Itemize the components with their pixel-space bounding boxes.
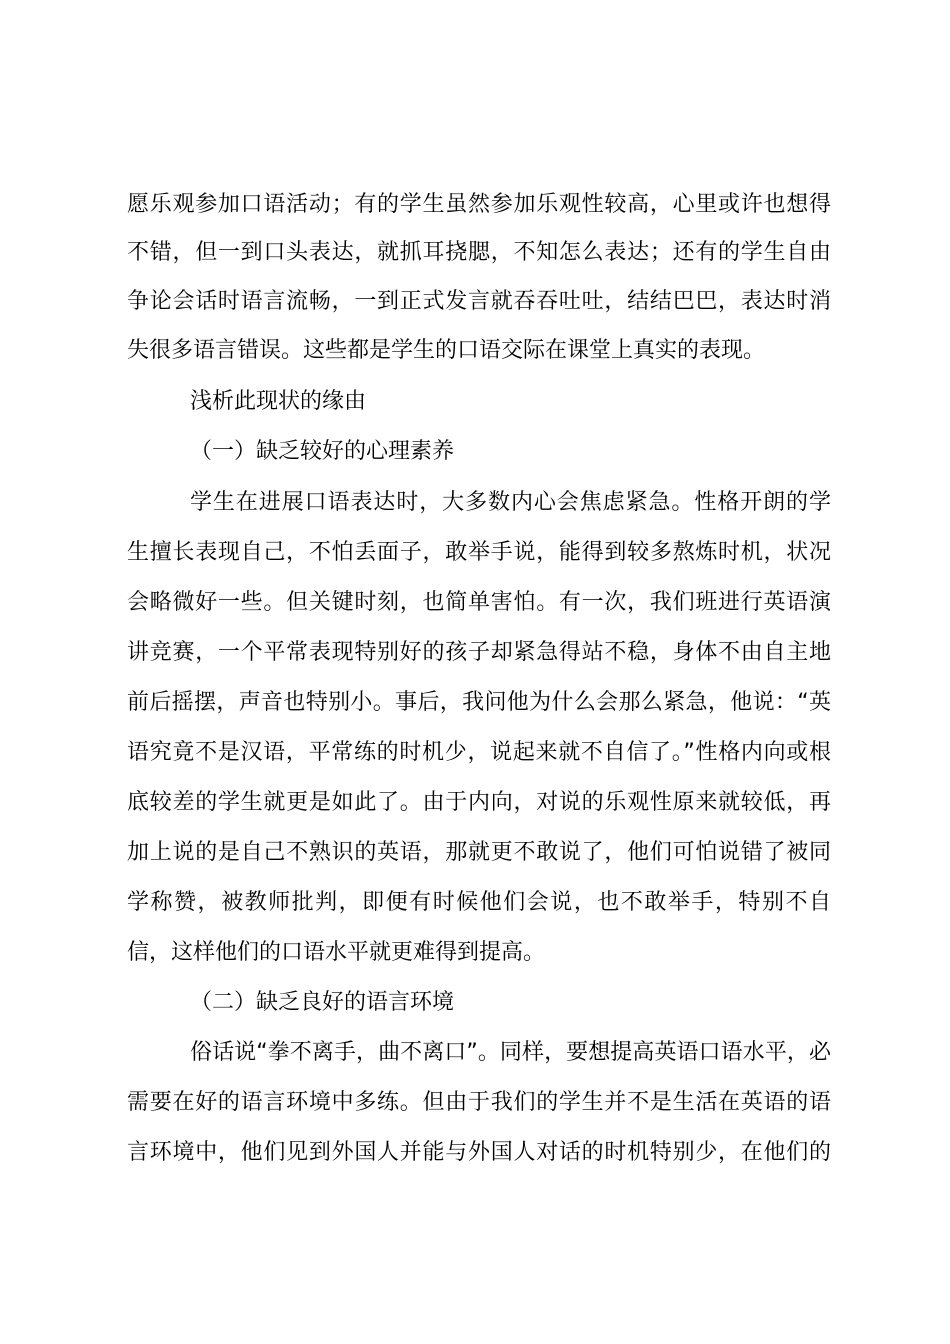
paragraph-3-line-3: 言环境中，他们见到外国人并能与外国人对话的时机特别少，在他们的: [127, 1140, 831, 1165]
paragraph-1-line-2: 不错，但一到口头表达，就抓耳挠腮，不知怎么表达；还有的学生自由: [127, 240, 831, 265]
paragraph-1-line-3: 争论会话时语言流畅，一到正式发言就吞吞吐吐，结结巴巴，表达时消: [127, 289, 831, 314]
section-heading: 浅析此现状的缘由: [190, 389, 367, 414]
paragraph-1-line-1: 愿乐观参加口语活动；有的学生虽然参加乐观性较高，心里或许也想得: [127, 192, 831, 217]
paragraph-2-line-10: 信，这样他们的口语水平就更难得到提高。: [127, 940, 546, 965]
paragraph-3-line-1: 俗话说“拳不离手，曲不离口”。同样，要想提高英语口语水平，必: [190, 1040, 831, 1065]
paragraph-2-line-1: 学生在进展口语表达时，大多数内心会焦虑紧急。性格开朗的学: [190, 490, 831, 515]
paragraph-1-line-4: 失很多语言错误。这些都是学生的口语交际在课堂上真实的表现。: [127, 338, 766, 363]
paragraph-2-line-4: 讲竞赛，一个平常表现特别好的孩子却紧急得站不稳，身体不由自主地: [127, 640, 831, 665]
subheading-2: （二）缺乏良好的语言环境: [190, 990, 455, 1015]
paragraph-2-line-3: 会略微好一些。但关键时刻，也简单害怕。有一次，我们班进行英语演: [127, 590, 831, 615]
paragraph-2-line-7: 底较差的学生就更是如此了。由于内向，对说的乐观性原来就较低，再: [127, 790, 831, 815]
paragraph-2-line-2: 生擅长表现自己，不怕丢面子，敢举手说，能得到较多熬炼时机，状况: [127, 540, 831, 565]
paragraph-2-line-8: 加上说的是自己不熟识的英语，那就更不敢说了，他们可怕说错了被同: [127, 840, 831, 865]
paragraph-2-line-6: 语究竟不是汉语，平常练的时机少，说起来就不自信了。”性格内向或根: [127, 740, 831, 765]
paragraph-2-line-5: 前后摇摆，声音也特别小。事后，我问他为什么会那么紧急，他说：“英: [127, 690, 831, 715]
subheading-1: （一）缺乏较好的心理素养: [190, 439, 455, 464]
paragraph-3-line-2: 需要在好的语言环境中多练。但由于我们的学生并不是生活在英语的语: [127, 1090, 831, 1115]
paragraph-2-line-9: 学称赞，被教师批判，即便有时候他们会说，也不敢举手，特别不自: [127, 890, 831, 915]
